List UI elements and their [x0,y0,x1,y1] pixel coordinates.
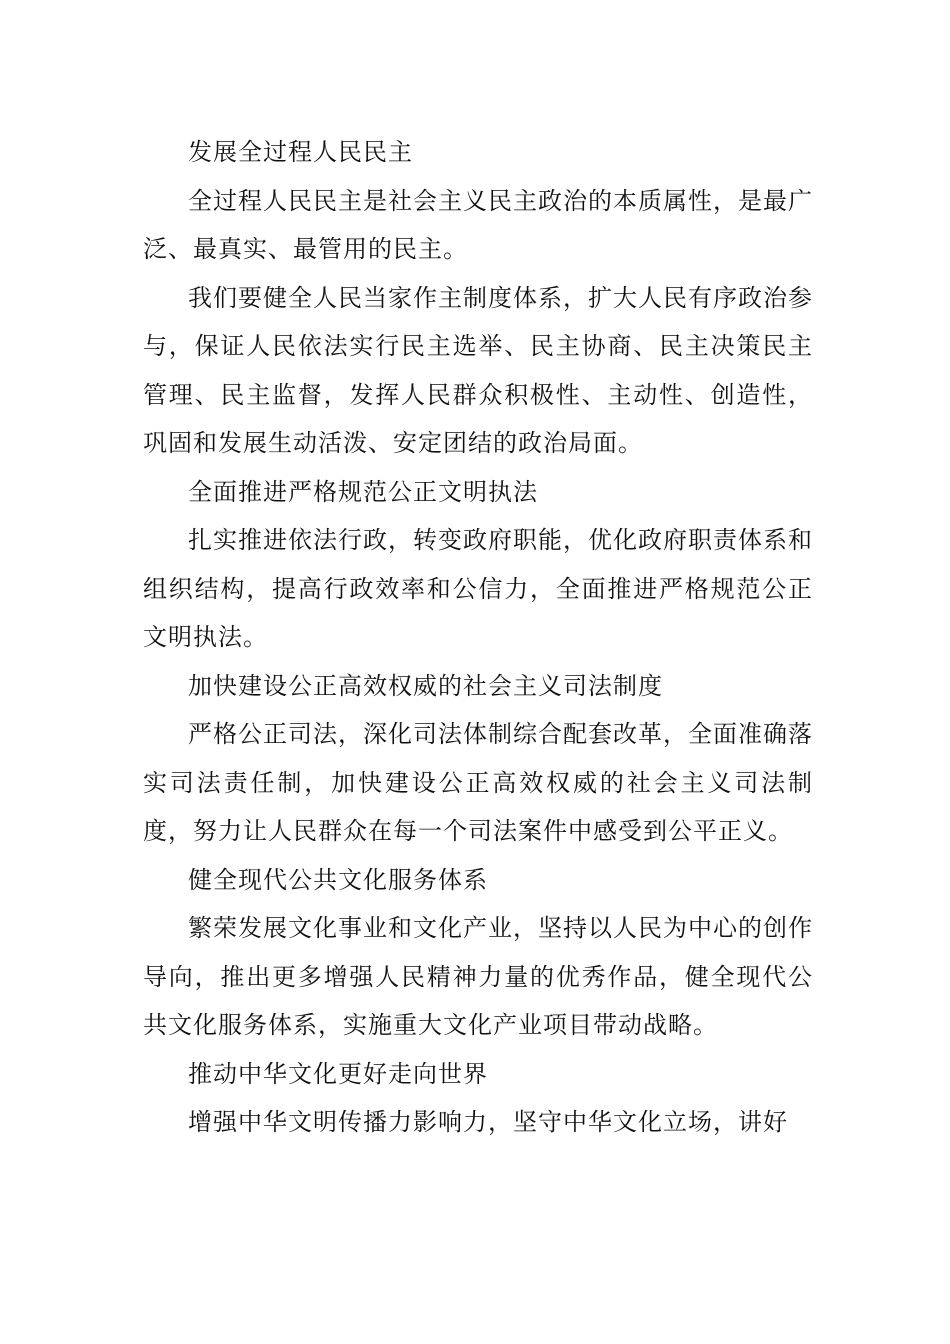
paragraph: 我们要健全人民当家作主制度体系，扩大人民有序政治参与，保证人民依法实行民主选举、民主协商、民主决策民主管理、民主监督，发挥人民群众积极性、主动性、创造性，巩固和发展生动活泼、安定团结的政治局面。 [143,283,813,457]
section-heading: 发展全过程人民民主 [188,138,413,166]
section-heading: 全面推进严格规范公正文明执法 [188,477,538,506]
paragraph: 严格公正司法，深化司法体制综合配套改革，全面准确落实司法责任制，加快建设公正高效权威的社会主义司法制度，努力让人民群众在每一个司法案件中感受到公平正义。 [143,720,813,845]
paragraph: 繁荣发展文化事业和文化产业，坚持以人民为中心的创作导向，推出更多增强人民精神力量的优秀作品，健全现代公共文化服务体系，实施重大文化产业项目带动战略。 [143,914,813,1039]
paragraph: 扎实推进依法行政，转变政府职能，优化政府职责体系和组织结构，提高行政效率和公信力，全面推进严格规范公正文明执法。 [143,526,813,651]
section-heading: 健全现代公共文化服务体系 [188,865,488,894]
section-heading: 加快建设公正高效权威的社会主义司法制度 [188,671,663,700]
paragraph: 全过程人民民主是社会主义民主政治的本质属性，是最广泛、最真实、最管用的民主。 [143,186,813,263]
section-heading: 推动中华文化更好走向世界 [188,1059,488,1088]
paragraph: 增强中华文明传播力影响力，坚守中华文化立场，讲好 [188,1108,788,1136]
document-body [143,128,813,1147]
